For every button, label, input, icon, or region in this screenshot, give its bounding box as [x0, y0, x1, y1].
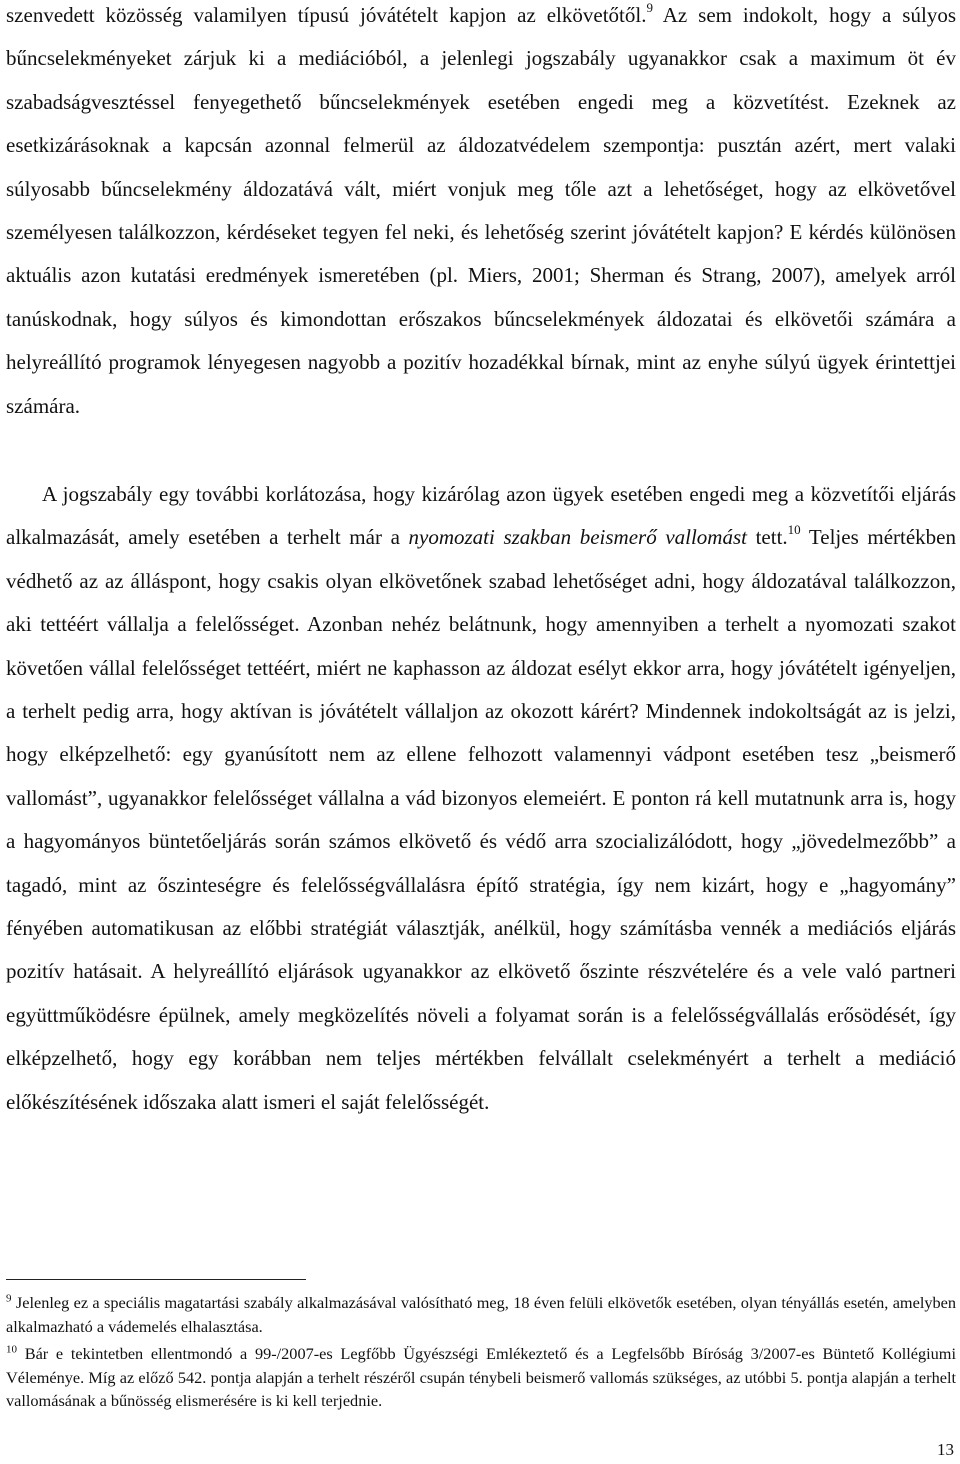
- footnote-text: Jelenleg ez a speciális magatartási szabály alkalmazásával valósítható meg, 18 éven felüli elkövetők esetében, olyan tényállás esetén, amelyben alkalmazható a vádemelés elhalasztása.: [6, 1293, 956, 1336]
- paragraph-text: Teljes mértékben védhető az az álláspont, hogy csakis olyan elkövetőnek szabad lehetőséget adni, hogy áldozatával találkozzon, aki tettéért vállalja a felelősséget. Azonban nehéz belátnunk, hogy amennyiben a terhelt a nyomozati szakot követően vállal felelősséget tettéért, miért ne kaphasson az áldozat esélyt ekkor arra, hogy jóvátételt igényeljen, a terhelt pedig arra, hogy aktívan is jóvátételt vállaljon az okozott kárért? Mindennek indokoltságát az is jelzi, hogy elképzelhető: egy gyanúsított nem az ellene felhozott valamennyi vádpont esetében tesz „beismerő vallomást”, ugyanakkor felelősséget vállalna a vád bizonyos elemeiért. E ponton rá kell mutatnunk arra is, hogy a hagyományos büntetőeljárás során számos elkövető és védő arra szocializálódott, hogy „jövedelmezőbb” a tagadó, mint az őszinteségre és felelősségvállalásra építő stratégia, így nem kizárt, hogy e „hagyomány” fényében automatikusan az előbbi stratégiát választják, anélkül, hogy számításba vennék a mediációs eljárás pozitív hatásait. A helyreállító eljárások ugyanakkor az elkövető őszinte részvételére és a vele való partneri együttműködésre épülnek, amely megközelítés növeli a folyamat során is a felelősségvállalás erősödését, így elképzelhető, hogy egy korábban nem teljes mértékben felvállalt cselekményért a terhelt a mediáció előkészítésének időszaka alatt ismeri el saját felelősségét.: [6, 525, 956, 1114]
- footnote-text: Bár e tekintetben ellentmondó a 99-/2007-es Legfőbb Ügyészségi Emlékeztető és a Legfelsőbb Bíróság 3/2007-es Büntető Kollégiumi Véleménye. Míg az előző 542. pontja alapján a terhelt részéről csupán ténybeli beismerő vallomás szükséges, az utóbbi 5. pontja alapján a terhelt vallomásának a bűnösség elismerésére is ki kell terjednie.: [6, 1344, 956, 1411]
- footnote: [6, 1342, 956, 1413]
- footnote-number: 10: [6, 1343, 17, 1356]
- footnote-separator: [6, 1279, 306, 1280]
- body-paragraph: [6, 473, 956, 1124]
- paragraph-text: Az sem indokolt, hogy a súlyos bűncselekményeket zárjuk ki a mediációból, a jelenlegi jogszabály ugyanakkor csak a maximum öt év szabadságvesztéssel fenyegethető bűncselekmények esetében engedi meg a közvetítést. Ezeknek az esetkizárásoknak a kapcsán azonnal felmerül az áldozatvédelem szempontja: pusztán azért, mert valaki súlyosabb bűncselekmény áldozatává vált, miért vonjuk meg tőle azt a lehetőséget, hogy az elkövetővel személyesen találkozzon, kérdéseket tegyen fel neki, és lehetőség szerint jóvátételt kapjon? E kérdés különösen aktuális azon kutatási eredmények ismeretében (pl. Miers, 2001; Sherman és Strang, 2007), amelyek arról tanúskodnak, hogy súlyos és kimondottan erőszakos bűncselekmények áldozatai és elkövetői számára a helyreállító programok lényegesen nagyobb a pozitív hozadékkal bírnak, mint az enyhe súlyú ügyek érintettjei számára.: [6, 3, 956, 418]
- paragraph-text: A jogszabály egy további korlátozása, hogy kizárólag azon ügyek esetében engedi meg a közvetítői eljárás alkalmazását, amely esetében a terhelt már a: [6, 482, 956, 550]
- paragraph-text: szenvedett közösség valamilyen típusú jóvátételt kapjon az elkövetőtől.: [6, 3, 647, 27]
- footnote: [6, 1291, 956, 1338]
- page-number: 13: [937, 1440, 954, 1459]
- footnote-reference[interactable]: 9: [646, 0, 653, 15]
- body-paragraph: [6, 0, 956, 428]
- emphasized-text: nyomozati szakban beismerő vallomást: [408, 525, 747, 550]
- footnote-number: 9: [6, 1292, 12, 1305]
- footnotes: [6, 1291, 956, 1417]
- paragraph-text: tett.: [746, 525, 788, 550]
- footnote-reference[interactable]: 10: [787, 522, 801, 538]
